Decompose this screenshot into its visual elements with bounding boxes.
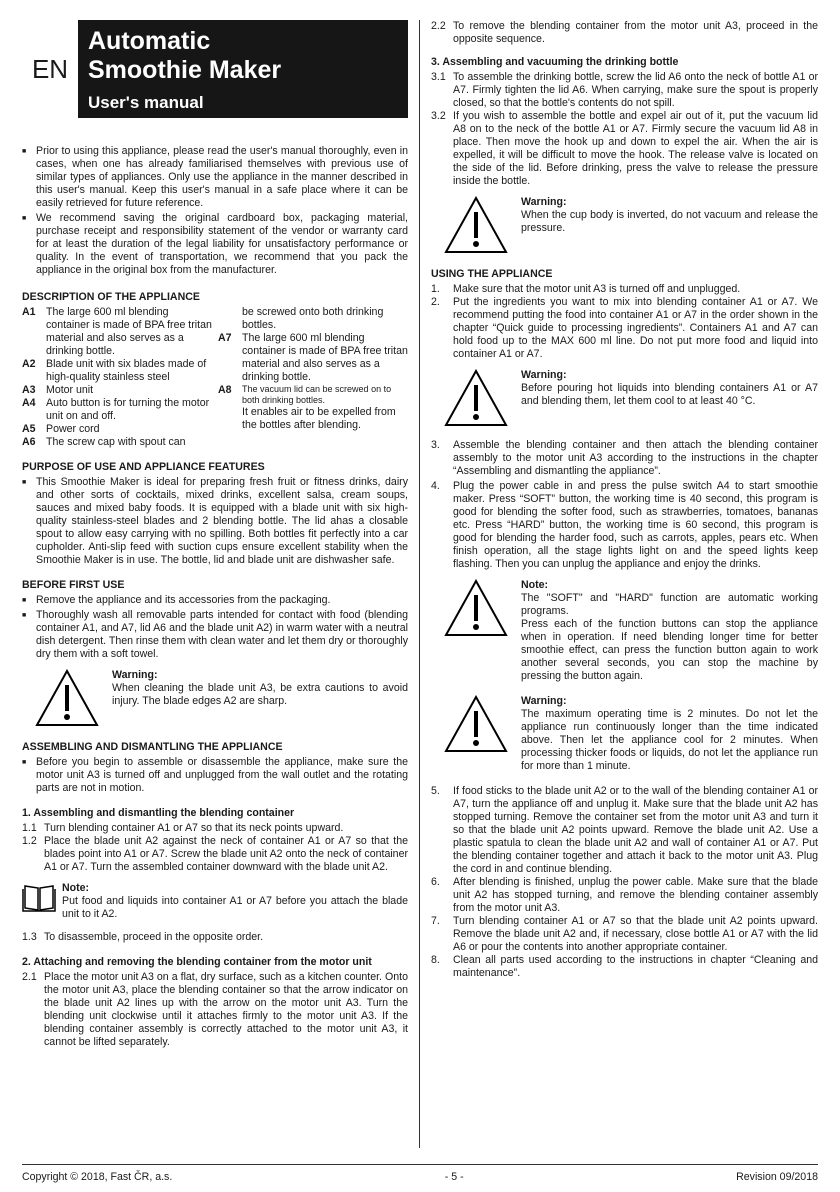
numbered-step [431,110,818,188]
description-item [22,397,212,423]
note-block [22,882,408,921]
item-key: A1 [22,306,36,318]
step-text: Make sure that the motor unit A3 is turned off and unplugged. [453,283,741,295]
item-text: Power cord [46,423,100,435]
item-key: A3 [22,384,36,396]
warning-block [22,669,408,727]
numbered-step [431,71,818,110]
item-text: Auto button is for turning the motor unit on and off. [46,397,210,422]
item-key: A7 [218,332,232,344]
item-key: A8 [218,384,232,396]
step-text: Assemble the blending container and then attach the blending container assembly to the motor unit A3 according to the instructions in the chapter “Assembling and dismantling the appliance”. [453,439,818,477]
step-number: 7. [431,915,440,927]
step-number: 1.1 [22,822,37,834]
warning-triangle-icon [431,695,521,773]
section-heading: USING THE APPLIANCE [431,268,553,280]
subsection-title: 2. Attaching and removing the blending container from the motor unit [22,956,372,968]
step-number: 3.1 [431,71,446,83]
step-number: 1.2 [22,835,37,847]
numbered-step [431,785,818,876]
first-use-item: ■ Thoroughly wash all removable parts intended for contact with food (blending container A1, and A7, lid A6 and the blade unit A2) in warm water with a neutral dish detergent. Then rinse them with clean water and let them dry or thoroughly dry them with a soft towel. [22,609,408,661]
language-code: EN [31,53,69,84]
numbered-step [22,835,408,874]
step-text: Clean all parts used according to the instructions in chapter “Cleaning and maintenance”. [453,954,818,979]
item-key: A4 [22,397,36,409]
warning-title: Warning: [521,369,567,381]
description-item [22,358,212,384]
warning-triangle-icon [22,669,112,727]
left-column [22,20,408,1049]
step-number: 3. [431,439,440,451]
item-text: The large 600 ml blending container is made of BPA free tritan material and also serves as a drinking bottle. [242,332,408,383]
numbered-step [431,876,818,915]
subtitle: User's manual [88,93,204,112]
intro-paragraph: ■ Prior to using this appliance, please read the user's manual thoroughly, even in cases, when one has already familiarised themselves with previous use of similar types of appliances. Only use the appliance in the manner described in this user's manual. Keep this user's manual in a safe place where it can be easily retrieved for future reference. [22,145,408,210]
item-text: Blade unit with six blades made of high-quality stainless steel [46,358,207,383]
description-continued: be screwed onto both drinking bottles. [242,306,384,331]
note-title: Note: [62,882,90,894]
numbered-step: 1.3 To disassemble, proceed in the opposite order. [22,931,264,943]
item-text: The large 600 ml blending container is made of BPA free tritan material and also serves as a drinking bottle. [46,306,212,357]
step-number: 5. [431,785,440,797]
title-line-2: Smoothie Maker [88,56,282,84]
numbered-step [431,954,818,980]
step-text: Plug the power cable in and press the pulse switch A4 to start smoothie maker. Press “SOFT” button, the working time is 40 second, this program is good for blending the softer food, such as strawberries, tomatoes, bananas etc. Press “HARD” button, the working time is 60 second, this program is good for blending the harder food, such as carrots, apples, pears etc. When finish operation, all the stage lights light on and the speed lights keep flashing. Then you can unplug the appliance and enjoy the drinks. [453,480,818,570]
step-text: Turn blending container A1 or A7 so that its neck points upward. [44,822,344,834]
warning-text: When cleaning the blade unit A3, be extra cautions to avoid injury. The blade edges A2 are sharp. [112,682,408,707]
numbered-step [431,480,818,571]
step-text: Put the ingredients you want to mix into blending container A1 or A7. We recommend putting the food into container A1 or A7 in the order shown in the chapter “Quick guide to processing ingredients”. Containers A1 and A7 can hold food up to the MAX 600 ml line. Do not put more food and liquid into container A1 or A7. [453,296,818,360]
description-item [218,332,408,384]
step-number: 3.2 [431,110,446,122]
purpose-text: ■ This Smoothie Maker is ideal for preparing fresh fruit or fitness drinks, dairy and other sorts of cocktails, mixed drinks, excellent salsa, cream soups, sauces and mixed baby foods. It is equipped with a blade unit with six high-quality stainless-steel blades and 2 blending bottle. The lid ahas a closable spout to allow easy carrying with no spilling. Both bottles fit perfectly into a car cupholder. Anti-slip feed with suction cups ensure excellent stability when the Smoothie Maker is in use. The bottle, lid and blade unit are dishwasher safe. [22,476,408,567]
step-text: Turn blending container A1 or A7 so that the blade unit A2 points upward. Remove the blade unit A2 and, if necessary, close bottle A1 or A7 with the lid A6 or pour the contents into another appropriate container. [453,915,818,953]
item-key: A2 [22,358,36,370]
step-text: After blending is finished, unplug the power cable. Make sure that the blade unit A2 has stopped turning, and remove the blending container assembly from the motor unit A3. [453,876,818,914]
revision: Revision 09/2018 [736,1171,818,1183]
step-text: If food sticks to the blade unit A2 or to the wall of the blending container A1 or A7, turn the appliance off and unplug it. Make sure that the blade unit A2 has stopped turning. Remove the container set from the motor unit A3 and turn it so that the blade unit A2 points upward. Remove the blade unit A2. Use a plastic spatula to clean the blade unit A2 and wall of container A1 or A7. Put the blending container together and attach it back to the motor unit A3. Plug the cord in and continue blending. [453,785,818,875]
page-footer [22,1164,818,1184]
item-key: A6 [22,436,36,448]
section-heading: ASSEMBLING AND DISMANTLING THE APPLIANCE [22,741,283,753]
assembling-intro: ■ Before you begin to assemble or disassemble the appliance, make sure the motor unit A3 is turned off and unplugged from the wall outlet and the rotating parts are not in motion. [22,756,408,795]
description-list [22,306,408,449]
description-item [218,384,408,432]
item-text: Motor unit [46,384,94,396]
section-heading: BEFORE FIRST USE [22,579,125,591]
intro-paragraph: ■ We recommend saving the original cardboard box, packaging material, purchase receipt and responsibility statement of the vendor or warranty card for at least the duration of the legal liability for unsatisfactory performance or quality. In the event of transportation, we recommend that you pack the appliance in the original box from the manufacturer. [22,212,408,277]
note-block [431,579,818,683]
warning-triangle-icon [431,579,521,683]
first-use-item: ■ Remove the appliance and its accessories from the packaging. [22,594,408,607]
copyright: Copyright © 2018, Fast ČR, a.s. [22,1171,173,1183]
step-number: 1. [431,283,440,295]
numbered-step [431,296,818,361]
description-item [22,423,212,436]
warning-text: Before pouring hot liquids into blending containers A1 or A7 and blending them, let them cool to at least 40 °C. [521,382,818,407]
numbered-step [431,283,818,296]
numbered-step: 2.1 Place the motor unit A3 on a flat, dry surface, such as a kitchen counter. Onto the motor unit A3, place the blending container so that the arrow indicator on the blade unit A2 lines up with the arrow on the motor unit A3. Turn the blending unit clockwise until it attaches firmly to the motor unit A3. If the blending container assembly is correctly attached to the motor unit A3, it cannot be lifted separately. [22,971,408,1048]
section-heading: PURPOSE OF USE AND APPLIANCE FEATURES [22,461,265,473]
note-text: Put food and liquids into container A1 or A7 before you attach the blade unit to it A2. [62,895,408,920]
step-number: 6. [431,876,440,888]
warning-block [431,196,818,254]
numbered-step: 2.2 To remove the blending container from the motor unit A3, proceed in the opposite sequence. [431,20,818,45]
warning-triangle-icon [431,369,521,427]
step-text: If you wish to assemble the bottle and expel air out of it, put the vacuum lid A8 on to the neck of the bottle A1 or A7. Firmly secure the vacuum lid A8 in place. Then move the hook up and down to expel the air. When the air is expelled, it will be difficult to move the hook. The release valve is located on the side of the lid. Before drinking, press the valve to release the pressure inside the bottle. [453,110,818,187]
warning-text: When the cup body is inverted, do not vacuum and release the pressure. [521,209,818,234]
note-text: Press each of the function buttons can stop the appliance when in operation. If need blending longer time for better smoothie effect, can press the function button again to work another several seconds, you can stop the machine by pressing the button again. [521,618,818,682]
step-text: To assemble the drinking bottle, screw the lid A6 onto the neck of bottle A1 or A7. Firmly tighten the lid A6. When carrying, make sure the spout is properly closed, so that the bottle's contents do not spill. [453,71,818,109]
warning-title: Warning: [521,196,567,208]
step-number: 2. [431,296,440,308]
step-text: Place the blade unit A2 against the neck of container A1 or A7 so that the blades point into A1 or A7. Screw the blade unit A2 onto the neck of container A1 or A7. Turn the assembled container downward with the blade unit A2. [44,835,408,873]
warning-triangle-icon [431,196,521,254]
step-number: 8. [431,954,440,966]
column-divider [419,20,420,1148]
warning-title: Warning: [521,695,567,707]
description-item [22,436,212,449]
item-small-text: The vacuum lid can be screwed on to both drinking bottles. [242,384,392,405]
description-item [22,384,212,397]
manual-header [22,20,408,118]
step-number: 4. [431,480,440,492]
numbered-step [431,915,818,954]
section-heading: DESCRIPTION OF THE APPLIANCE [22,291,200,303]
warning-block [431,369,818,427]
note-text: The "SOFT" and "HARD" function are automatic working programs. [521,592,818,617]
item-key: A5 [22,423,36,435]
description-right [218,306,408,449]
description-left [22,306,212,449]
warning-title: Warning: [112,669,158,681]
note-title: Note: [521,579,549,591]
title-line-1: Automatic [88,27,211,55]
subsection-title: 1. Assembling and dismantling the blending container [22,807,295,819]
page-number: - 5 - [444,1171,464,1183]
item-text: It enables air to be expelled from the bottles after blending. [242,406,396,431]
numbered-step [431,439,818,478]
numbered-step [22,822,408,835]
title-box [78,20,408,118]
warning-text: The maximum operating time is 2 minutes. Do not let the appliance run continuously longer than the time indicated above. Then let the appliance cool for 2 minutes. When processing thicker foods or liquids, do not let the appliance run for more than 1 minute. [521,708,818,772]
warning-block [431,695,818,773]
book-icon [22,882,62,921]
subsection-title: 3. Assembling and vacuuming the drinking bottle [431,56,679,68]
right-column [431,20,818,980]
item-text: The screw cap with spout can [46,436,186,448]
description-item [22,306,212,358]
